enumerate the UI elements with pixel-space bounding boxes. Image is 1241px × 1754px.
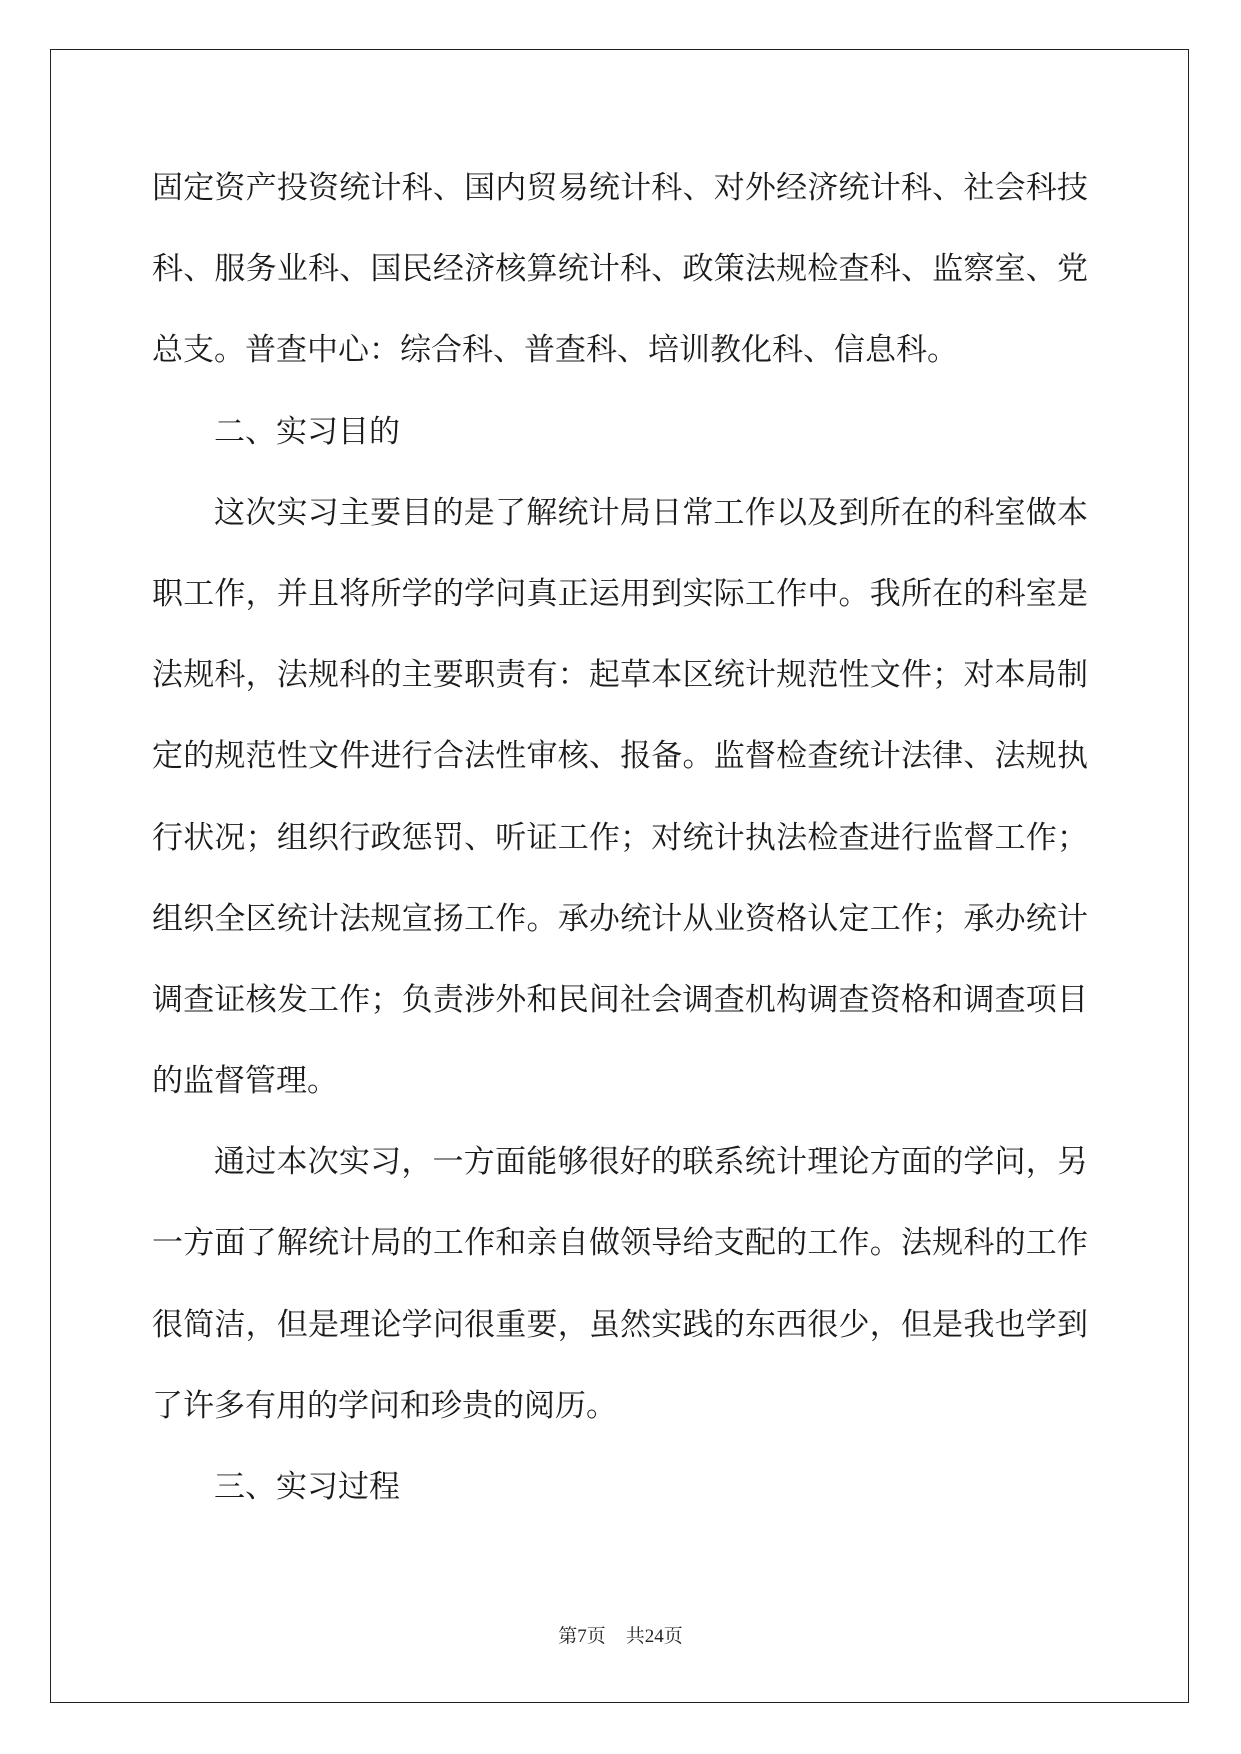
text-line: 法规科，法规科的主要职责有：起草本区统计规范性文件；对本局制 [152, 657, 1088, 694]
text-line: 一方面了解统计局的工作和亲自做领导给支配的工作。法规科的工作 [152, 1225, 1088, 1262]
text-line: 职工作，并且将所学的学问真正运用到实际工作中。我所在的科室是 [152, 575, 1088, 612]
text-line: 组织全区统计法规宣扬工作。承办统计从业资格认定工作；承办统计 [152, 900, 1088, 937]
page-footer [0, 1621, 1241, 1648]
total-page-count: 共24页 [625, 1626, 683, 1647]
text-line: 科、服务业科、国民经济核算统计科、政策法规检查科、监察室、党 [152, 251, 1088, 288]
text-line: 行状况；组织行政惩罚、听证工作；对统计执法检查进行监督工作； [152, 819, 1088, 856]
text-line: 通过本次实习，一方面能够很好的联系统计理论方面的学问，另 [214, 1144, 1088, 1181]
text-line: 这次实习主要目的是了解统计局日常工作以及到所在的科室做本 [214, 494, 1088, 531]
document-body [152, 162, 1088, 1542]
text-line: 固定资产投资统计科、国内贸易统计科、对外经济统计科、社会科技 [152, 170, 1088, 206]
text-line: 总支。普查中心：综合科、普查科、培训教化科、信息科。 [152, 332, 958, 369]
section-heading: 三、实习过程 [214, 1469, 400, 1505]
text-line: 了许多有用的学问和珍贵的阅历。 [152, 1387, 617, 1424]
current-page-number: 第7页 [558, 1626, 606, 1647]
text-line: 定的规范性文件进行合法性审核、报备。监督检查统计法律、法规执 [152, 738, 1088, 775]
text-line: 很简洁，但是理论学问很重要，虽然实践的东西很少，但是我也学到 [152, 1306, 1088, 1343]
text-line: 调查证核发工作；负责涉外和民间社会调查机构调查资格和调查项目 [152, 981, 1088, 1018]
text-line: 的监督管理。 [152, 1063, 338, 1100]
section-heading: 二、实习目的 [214, 413, 400, 450]
